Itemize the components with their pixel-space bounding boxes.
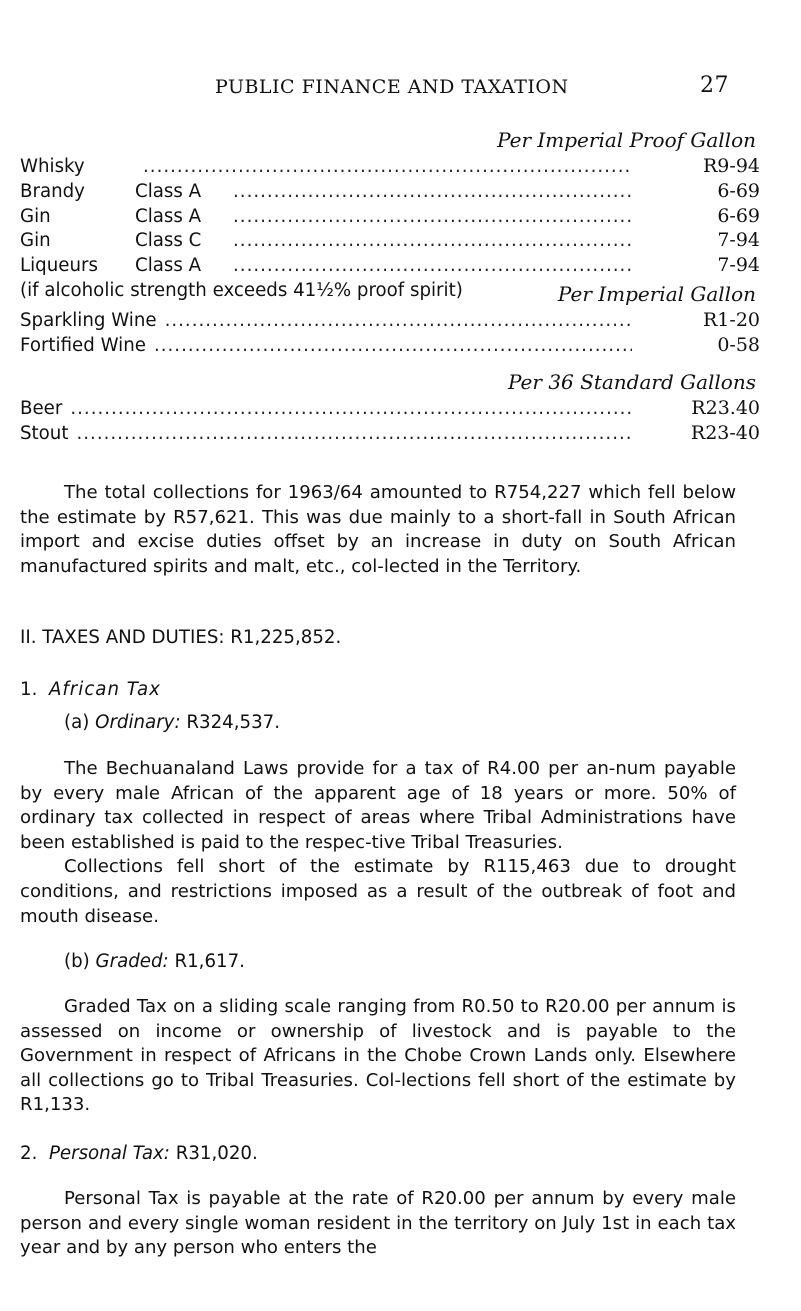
row-value: 7-94 (717, 229, 760, 252)
wine-table-heading: Per Imperial Gallon (557, 282, 756, 306)
table-row (20, 253, 760, 278)
section-1-heading (20, 679, 161, 700)
table-row (20, 228, 760, 253)
section-1-number: 1. (20, 679, 38, 700)
row-value: R1-20 (703, 309, 760, 331)
section-1-title: African Tax (48, 679, 161, 700)
section-ii-heading: II. TAXES AND DUTIES: R1,225,852. (20, 627, 342, 648)
row-value: 6-69 (717, 204, 760, 227)
table-row (20, 154, 760, 179)
row-item: Liqueurs (20, 255, 98, 277)
beer-table-heading: Per 36 Standard Gallons (508, 370, 756, 394)
row-value: R23.40 (691, 397, 760, 419)
row-item: Stout (20, 422, 69, 444)
shortfall-paragraph: Collections fell short of the estimate by R115,463 due to drought conditions, and restrictions imposed as a result of the outbreak of foot and mouth disease. (20, 856, 736, 927)
leader-dots (225, 180, 632, 205)
table-row (20, 204, 760, 229)
row-item: Beer (20, 398, 63, 419)
leader-dots (225, 205, 632, 230)
row-item: Sparkling Wine (20, 310, 157, 331)
collections-paragraph: The total collections for 1963/64 amounted to R754,227 which fell below the estimate by R57,621. This was due mainly to a short-fall in South African import and excise duties offset by an increase in duty on South African manufactured spirits and malt, etc., col-lected in the Territory. (20, 482, 736, 577)
table-row (20, 179, 760, 204)
leader-dots (225, 254, 632, 279)
personal-paragraph-block (20, 1187, 736, 1261)
ordinary-paragraph-block (20, 757, 736, 929)
ordinary-tax-heading (64, 712, 280, 733)
personal-paragraph: Personal Tax is payable at the rate of R20.00 per annum by every male person and every single woman resident in the territory on July 1st in each tax year and by any person who enters the (20, 1188, 736, 1259)
ordinary-label: (a) (64, 712, 90, 733)
spirits-duty-table (20, 126, 760, 304)
row-class: Class C (135, 230, 202, 252)
personal-tax-amount: R31,020. (175, 1143, 258, 1164)
graded-amount: R1,617. (174, 951, 245, 972)
graded-paragraph-block (20, 995, 736, 1118)
section-2-number: 2. (20, 1143, 38, 1164)
leader-dots (146, 334, 632, 359)
wine-duty-table (20, 280, 760, 358)
leader-dots (225, 229, 632, 254)
graded-paragraph: Graded Tax on a sliding scale ranging from R0.50 to R20.00 per annum is assessed on income or ownership of livestock and is payable to the Government in respect of Africans in the Chobe Crown Lands only. Elsewhere all collections go to Tribal Treasuries. Col-lections fell short of the estimate by R1,133. (20, 996, 736, 1116)
ordinary-amount: R324,537. (186, 712, 281, 733)
row-class: Class A (135, 205, 202, 227)
leader-dots (157, 309, 632, 334)
table-row (20, 396, 760, 421)
row-value: R9-94 (703, 155, 760, 177)
spirits-table-heading: Per Imperial Proof Gallon (497, 128, 756, 152)
row-value: 6-69 (717, 179, 760, 202)
row-item: Brandy (20, 180, 85, 202)
personal-tax-title: Personal Tax: (48, 1143, 170, 1164)
leader-dots (135, 155, 632, 180)
row-item: Gin (20, 205, 51, 227)
ordinary-paragraph: The Bechuanaland Laws provide for a tax of R4.00 per an-num payable by every male African of the apparent age of 18 years or more. 50% of ordinary tax collected in respect of areas where Tribal Administrations have been established is paid to the respec-tive Tribal Treasuries. (20, 758, 736, 853)
graded-title: Graded: (95, 951, 169, 972)
table-row (20, 333, 760, 358)
row-value: 0-58 (717, 333, 760, 356)
leader-dots (68, 422, 632, 447)
ordinary-title: Ordinary: (95, 712, 181, 733)
row-item: Whisky (20, 156, 85, 177)
row-item: Fortified Wine (20, 334, 146, 356)
table-row (20, 308, 760, 333)
graded-tax-heading (64, 951, 245, 972)
table-row (20, 421, 760, 446)
beer-duty-table (20, 368, 760, 446)
running-title: PUBLIC FINANCE AND TAXATION (215, 76, 569, 98)
alcohol-strength-note: (if alcoholic strength exceeds 41½% proof spirit) (20, 279, 463, 301)
row-class: Class A (135, 255, 202, 277)
page-number: 27 (700, 73, 729, 98)
personal-tax-heading (20, 1143, 258, 1164)
row-value: 7-94 (717, 254, 760, 277)
leader-dots (62, 397, 632, 422)
graded-label: (b) (64, 951, 90, 972)
collections-paragraph-block (20, 481, 736, 579)
row-item: Gin (20, 230, 51, 252)
row-value: R23-40 (690, 421, 760, 444)
row-class: Class A (135, 180, 202, 202)
